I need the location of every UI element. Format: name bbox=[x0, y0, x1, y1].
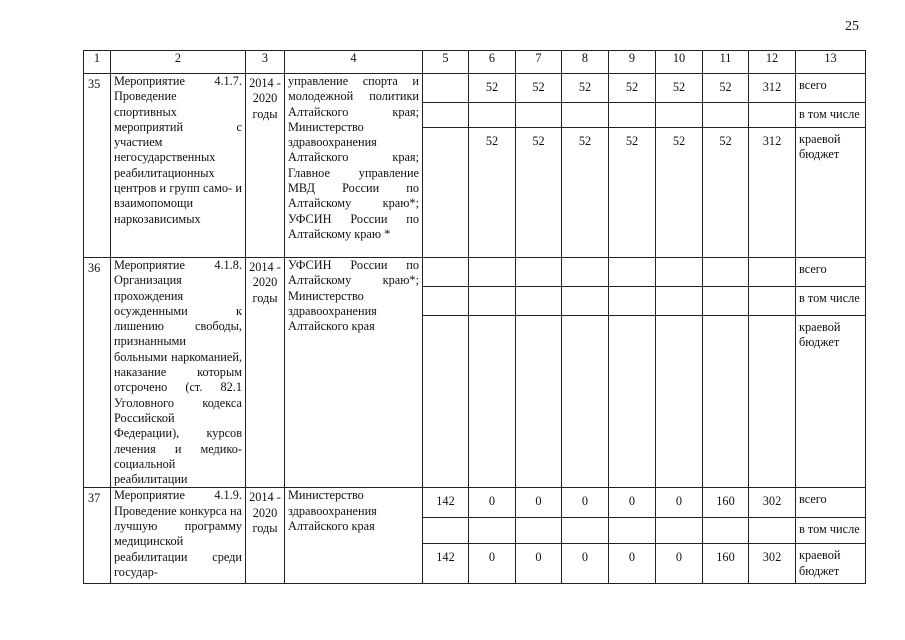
value-cell bbox=[609, 316, 656, 488]
years-cell: 2014 - 2020 годы bbox=[246, 258, 285, 488]
value-cell: 52 bbox=[703, 74, 749, 103]
value-cell bbox=[656, 518, 703, 544]
value-cell: 52 bbox=[516, 128, 562, 258]
header-cell: 11 bbox=[703, 51, 749, 74]
value-cell bbox=[749, 316, 796, 488]
value-cell: 160 bbox=[703, 488, 749, 518]
value-cell: 0 bbox=[656, 544, 703, 584]
header-cell: 6 bbox=[469, 51, 516, 74]
header-cell: 3 bbox=[246, 51, 285, 74]
value-cell bbox=[423, 128, 469, 258]
value-cell bbox=[516, 316, 562, 488]
value-cell bbox=[469, 518, 516, 544]
value-cell bbox=[562, 103, 609, 128]
value-cell bbox=[423, 316, 469, 488]
value-cell: 52 bbox=[609, 74, 656, 103]
value-cell bbox=[516, 518, 562, 544]
value-cell: 52 bbox=[562, 74, 609, 103]
executors-cell: УФСИН России по Алтайскому краю*; Министерство здравоохранения Алтайского края bbox=[285, 258, 423, 488]
value-cell bbox=[562, 258, 609, 287]
budget-kind: краевой бюджет bbox=[796, 544, 866, 584]
header-cell: 10 bbox=[656, 51, 703, 74]
value-cell: 52 bbox=[609, 128, 656, 258]
value-cell: 52 bbox=[656, 128, 703, 258]
value-cell: 0 bbox=[562, 488, 609, 518]
value-cell: 0 bbox=[516, 488, 562, 518]
program-measures-table bbox=[83, 50, 866, 584]
value-cell bbox=[562, 316, 609, 488]
years-cell: 2014 - 2020 годы bbox=[246, 74, 285, 258]
header-cell: 9 bbox=[609, 51, 656, 74]
value-cell: 312 bbox=[749, 128, 796, 258]
value-cell: 302 bbox=[749, 488, 796, 518]
value-cell bbox=[656, 287, 703, 316]
value-cell bbox=[469, 287, 516, 316]
value-cell bbox=[423, 74, 469, 103]
header-row bbox=[84, 51, 866, 74]
value-cell bbox=[656, 258, 703, 287]
value-cell bbox=[423, 103, 469, 128]
budget-kind: всего bbox=[796, 488, 866, 518]
header-cell: 13 bbox=[796, 51, 866, 74]
value-cell bbox=[703, 518, 749, 544]
row-number: 35 bbox=[84, 74, 111, 258]
value-cell bbox=[609, 103, 656, 128]
value-cell bbox=[609, 518, 656, 544]
value-cell: 0 bbox=[656, 488, 703, 518]
value-cell bbox=[469, 316, 516, 488]
value-cell: 160 bbox=[703, 544, 749, 584]
value-cell: 0 bbox=[609, 544, 656, 584]
value-cell: 142 bbox=[423, 488, 469, 518]
value-cell bbox=[656, 103, 703, 128]
value-cell: 0 bbox=[469, 544, 516, 584]
value-cell: 52 bbox=[656, 74, 703, 103]
value-cell: 0 bbox=[609, 488, 656, 518]
row-number: 37 bbox=[84, 488, 111, 584]
value-cell bbox=[703, 316, 749, 488]
value-cell bbox=[423, 258, 469, 287]
executors-cell: управление спорта и молодежной политики Алтайского края; Министерство здравоохранения Алтайского края; Главное управление МВД России по Алтайскому краю*; УФСИН России по Алтайскому краю * bbox=[285, 74, 423, 258]
value-cell bbox=[656, 316, 703, 488]
budget-kind: краевой бюджет bbox=[796, 316, 866, 488]
measure-title: Мероприятие 4.1.9. Проведение конкурса на лучшую программу медицинской реабилитации среди государ- bbox=[111, 488, 246, 584]
value-cell: 52 bbox=[562, 128, 609, 258]
value-cell: 0 bbox=[469, 488, 516, 518]
value-cell: 312 bbox=[749, 74, 796, 103]
value-cell bbox=[469, 258, 516, 287]
value-cell bbox=[749, 287, 796, 316]
budget-kind: в том числе bbox=[796, 518, 866, 544]
page-number: 25 bbox=[845, 19, 859, 34]
value-cell bbox=[516, 287, 562, 316]
value-cell bbox=[749, 258, 796, 287]
value-cell: 142 bbox=[423, 544, 469, 584]
value-cell: 0 bbox=[562, 544, 609, 584]
executors-cell: Министерство здравоохранения Алтайского края bbox=[285, 488, 423, 584]
budget-kind: в том числе bbox=[796, 103, 866, 128]
value-cell: 0 bbox=[516, 544, 562, 584]
header-cell: 8 bbox=[562, 51, 609, 74]
value-cell: 52 bbox=[469, 74, 516, 103]
budget-kind: всего bbox=[796, 74, 866, 103]
value-cell: 302 bbox=[749, 544, 796, 584]
row-number: 36 bbox=[84, 258, 111, 488]
header-cell: 7 bbox=[516, 51, 562, 74]
value-cell bbox=[703, 103, 749, 128]
value-cell bbox=[516, 258, 562, 287]
value-cell bbox=[423, 518, 469, 544]
header-cell: 12 bbox=[749, 51, 796, 74]
value-cell bbox=[749, 103, 796, 128]
value-cell bbox=[609, 287, 656, 316]
value-cell bbox=[749, 518, 796, 544]
value-cell: 52 bbox=[516, 74, 562, 103]
budget-kind: краевой бюджет bbox=[796, 128, 866, 258]
budget-kind: в том числе bbox=[796, 287, 866, 316]
value-cell bbox=[516, 103, 562, 128]
header-cell: 5 bbox=[423, 51, 469, 74]
value-cell bbox=[703, 258, 749, 287]
measure-title: Мероприятие 4.1.8. Организация прохождения осужденными к лишению свободы, признанными больными наркоманией, наказание которым отсрочено (ст. 82.1 Уголовного кодекса Российской Федерации), курсов лечения и медико-социальной реабилитации bbox=[111, 258, 246, 488]
value-cell bbox=[562, 518, 609, 544]
years-cell: 2014 - 2020 годы bbox=[246, 488, 285, 584]
value-cell: 52 bbox=[469, 128, 516, 258]
value-cell bbox=[562, 287, 609, 316]
measure-title: Мероприятие 4.1.7. Проведение спортивных мероприятий с участием негосударственных реабилитационных центров и групп само- и взаимопомощи наркозависимых bbox=[111, 74, 246, 258]
header-cell: 1 bbox=[84, 51, 111, 74]
budget-kind: всего bbox=[796, 258, 866, 287]
header-cell: 4 bbox=[285, 51, 423, 74]
table-row bbox=[84, 488, 866, 518]
value-cell: 52 bbox=[703, 128, 749, 258]
value-cell bbox=[703, 287, 749, 316]
value-cell bbox=[423, 287, 469, 316]
value-cell bbox=[609, 258, 656, 287]
header-cell: 2 bbox=[111, 51, 246, 74]
value-cell bbox=[469, 103, 516, 128]
table-row bbox=[84, 258, 866, 287]
table-row bbox=[84, 74, 866, 103]
